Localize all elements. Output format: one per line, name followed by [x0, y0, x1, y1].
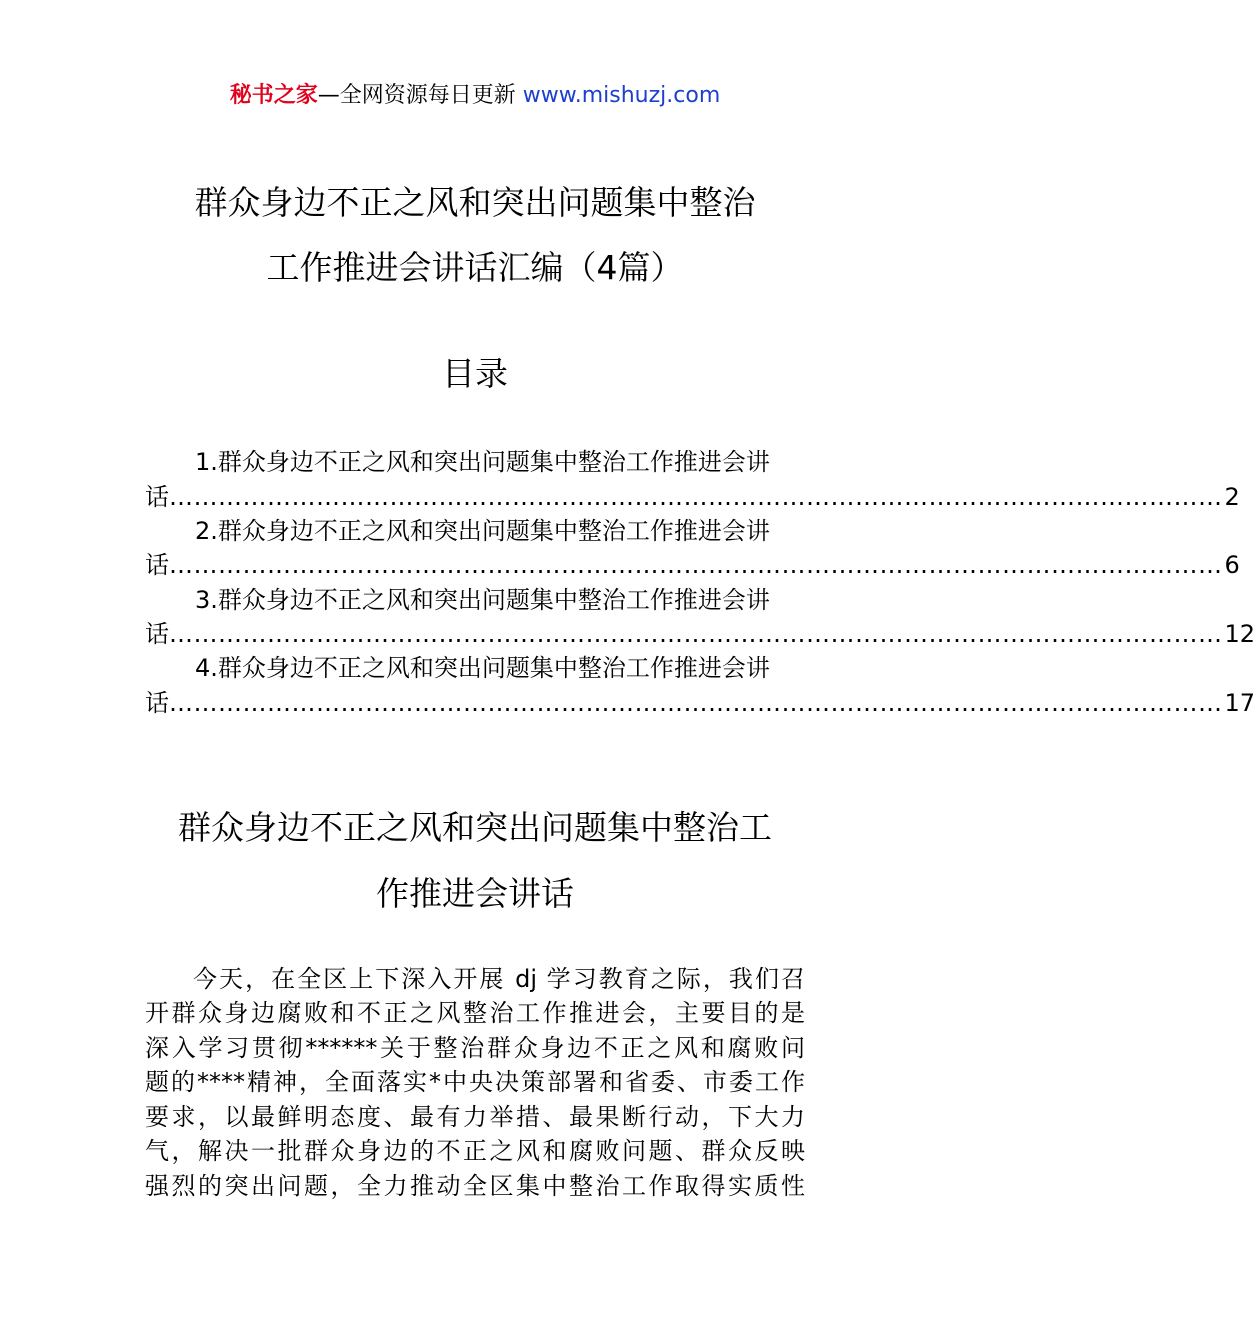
toc-entry-1-page: 2: [1224, 483, 1240, 511]
document-title-line-2: 工作推进会讲话汇编（4篇）: [266, 248, 684, 287]
toc-entry-1-title-end: 话: [145, 483, 169, 511]
toc-entry-2-title-end: 话: [145, 551, 169, 579]
toc-leader-dots: …………………………………………………………………………………………………………………: [169, 551, 1223, 579]
toc-leader-dots: …………………………………………………………………………………………………………………: [169, 689, 1223, 717]
section-title-line-2: 作推进会讲话: [376, 874, 574, 913]
site-url-link[interactable]: www.mishuzj.com: [522, 83, 721, 108]
toc-entry-1-title[interactable]: 1.群众身边不正之风和突出问题集中整治工作推进会讲: [195, 448, 770, 476]
toc-leader-dots: …………………………………………………………………………………………………………………: [169, 483, 1223, 511]
body-paragraph-line: 强烈的突出问题，全力推动全区集中整治工作取得实质性: [145, 1172, 805, 1200]
toc-entry-2-title[interactable]: 2.群众身边不正之风和突出问题集中整治工作推进会讲: [195, 517, 770, 545]
site-slogan: —全网资源每日更新: [317, 83, 516, 108]
body-paragraph-line: 深入学习贯彻******关于整治群众身边不正之风和腐败问: [145, 1034, 805, 1062]
toc-entry-3-title[interactable]: 3.群众身边不正之风和突出问题集中整治工作推进会讲: [195, 586, 770, 614]
toc-entry-4-title[interactable]: 4.群众身边不正之风和突出问题集中整治工作推进会讲: [195, 654, 770, 682]
toc-entry-3-page: 12: [1224, 620, 1255, 648]
section-title-line-1: 群众身边不正之风和突出问题集中整治工: [178, 808, 772, 847]
brand-name: 秘书之家: [229, 83, 318, 108]
toc-entry-3[interactable]: [145, 618, 1255, 650]
document-title-line-1: 群众身边不正之风和突出问题集中整治: [194, 183, 756, 222]
body-paragraph-line: 开群众身边腐败和不正之风整治工作推进会，主要目的是: [145, 999, 805, 1027]
toc-entry-1[interactable]: [145, 481, 1240, 513]
site-header: [0, 80, 950, 112]
body-paragraph-line: 要求，以最鲜明态度、最有力举措、最果断行动，下大力: [145, 1103, 805, 1131]
body-paragraph-line: 题的****精神，全面落实*中央决策部署和省委、市委工作: [145, 1068, 805, 1096]
body-paragraph-line: 今天，在全区上下深入开展 dj 学习教育之际，我们召: [193, 965, 805, 993]
toc-leader-dots: …………………………………………………………………………………………………………………: [169, 620, 1223, 648]
toc-entry-2[interactable]: [145, 549, 1240, 581]
body-paragraph-line: 气，解决一批群众身边的不正之风和腐败问题、群众反映: [145, 1137, 805, 1165]
toc-heading: 目录: [442, 354, 508, 393]
toc-entry-2-page: 6: [1224, 551, 1240, 579]
toc-entry-4-page: 17: [1224, 689, 1255, 717]
toc-entry-4[interactable]: [145, 687, 1255, 719]
toc-entry-4-title-end: 话: [145, 689, 169, 717]
toc-entry-3-title-end: 话: [145, 620, 169, 648]
